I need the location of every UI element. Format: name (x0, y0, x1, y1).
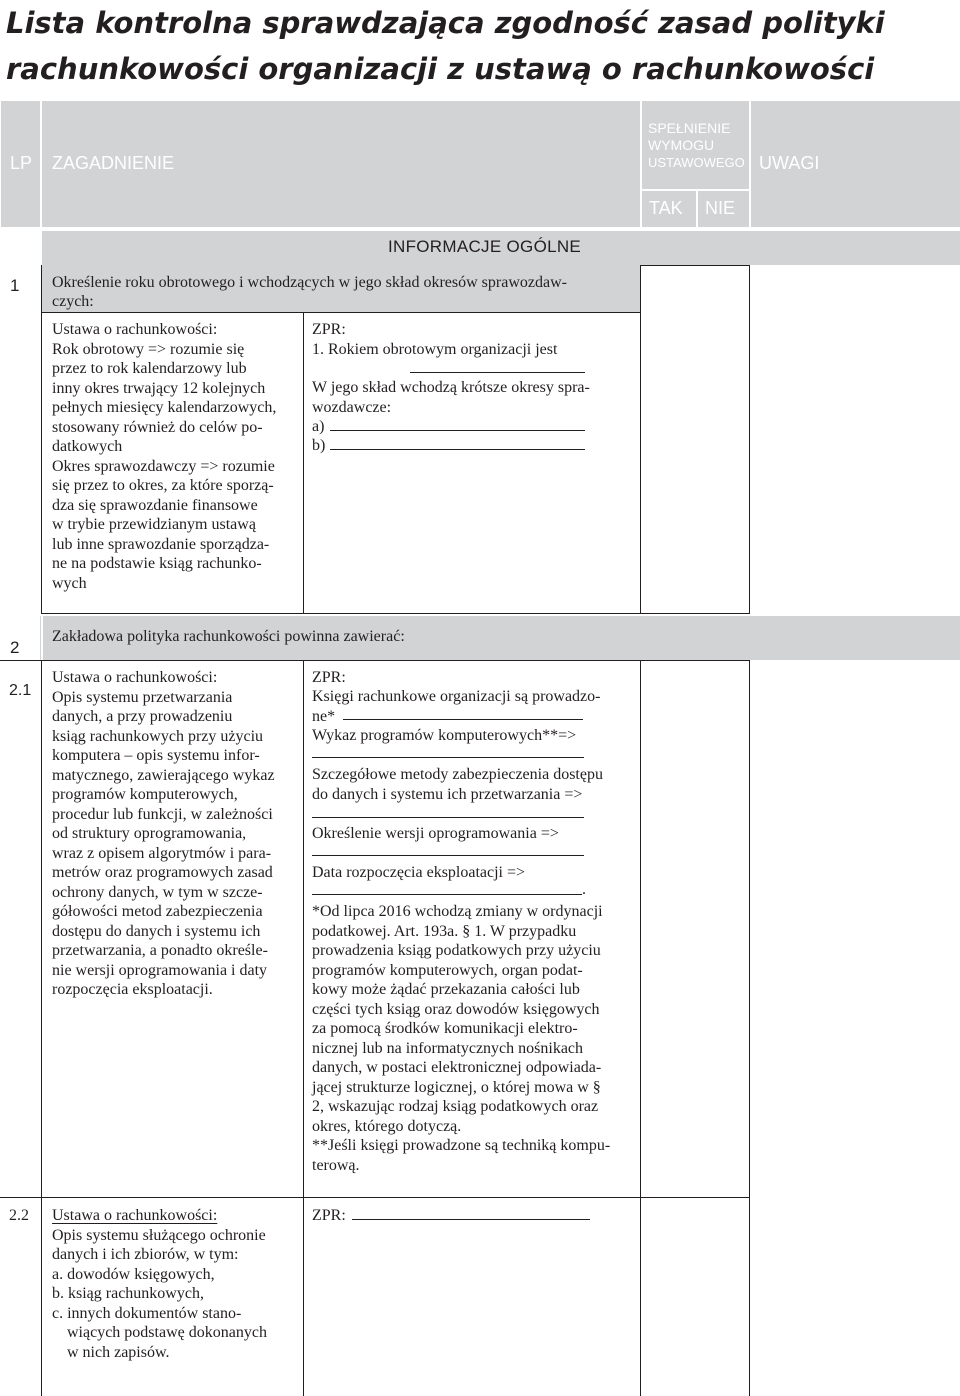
row1-law-line: w trybie przewidzianym ustawą (52, 516, 256, 533)
row21-note-line: **Jeśli księgi prowadzone są techniką kompu- (312, 1137, 611, 1154)
row22-law-line: b. ksiąg rachunkowych, (52, 1285, 204, 1302)
row1-law-line: pełnych miesięcy kalendarzowych, (52, 399, 277, 416)
row1-zpr-a: a) (312, 418, 325, 435)
row21-law-line: gółowości metod zabezpieczenia (52, 903, 263, 920)
row21-note-line: programów komputerowych, organ podat- (312, 961, 583, 979)
row1-law-line: wych (52, 574, 87, 592)
row22-zpr-answer (352, 1219, 590, 1220)
row22-law-line: Opis systemu służącego ochronie (52, 1226, 266, 1244)
header-uwagi: UWAGI (759, 153, 820, 173)
row21-law-line: przetwarzania, a ponadto określe- (52, 942, 268, 959)
row21-zpr-programs-answer (312, 757, 584, 758)
row21-zpr-programs: Wykaz programów komputerowych**=> (312, 727, 577, 744)
row1-zpr-year-line (410, 372, 585, 373)
row1-zpr-heading: ZPR: (312, 321, 346, 338)
row21-zpr-version-answer (312, 855, 584, 856)
row21-note-line: nicznej lub na informatycznych nośnikach (312, 1039, 584, 1057)
row1-law-line: inny okres trwający 12 kolejnych (52, 379, 266, 397)
row1-law-heading: Ustawa o rachunkowości: (52, 321, 218, 338)
row1-law-line: się przez to okres, za które sporzą- (52, 477, 274, 494)
row21-law-line: dostępu do danych i systemu ich (52, 922, 261, 940)
row1-zpr-periods (312, 378, 590, 417)
row1-zpr-a-line (330, 430, 585, 431)
row1-question (52, 273, 567, 311)
row21-note-line: za pomocą środków komunikacji elektro- (312, 1020, 578, 1037)
row22-law-line: a. dowodów księgowych, (52, 1265, 215, 1283)
row21-law-line: od struktury oprogramowania, (52, 825, 247, 842)
row22-zpr-heading: ZPR: (312, 1207, 346, 1224)
page-title-line-2: rachunkowości organizacji z ustawą o rachunkowości (6, 52, 875, 86)
header-spelnienie-line-2: WYMOGU (648, 137, 715, 153)
row21-law-line: ochrony danych, w tym w szcze- (52, 883, 263, 901)
row21-law-line: Opis systemu przetwarzania (52, 688, 233, 706)
row21-law-line: wraz z opisem algorytmów i para- (52, 844, 272, 862)
row22-number: 2.2 (9, 1207, 29, 1224)
row21-law-line: rozpoczęcia eksploatacji. (52, 981, 213, 998)
row21-zpr-security (312, 765, 603, 804)
header-spelnienie-line-1: SPEŁNIENIE (648, 120, 731, 136)
row1-zpr-periods-line: wozdawcze: (312, 398, 392, 416)
row21-zpr-security-answer (312, 817, 584, 818)
row22-law-heading: Ustawa o rachunkowości: (52, 1207, 218, 1224)
row21-zpr-books-line: ne* (312, 707, 336, 725)
row21-zpr-security-line: do danych i systemu ich przetwarzania => (312, 785, 583, 803)
row22-law (52, 1206, 267, 1362)
header-spelnienie-line-3: USTAWOWEGO (648, 155, 745, 170)
row22-law-line: danych i ich zbiorów, w tym: (52, 1246, 239, 1263)
row21-law-line: procedur lub funkcji, w zależności (52, 805, 273, 823)
row1-zpr-b-line (330, 449, 585, 450)
row21-law-line: programów komputerowych, (52, 786, 238, 803)
row21-note-line: *Od lipca 2016 wchodzą zmiany w ordynacji (312, 903, 603, 920)
row21-note-line: podatkowej. Art. 193a. § 1. W przypadku (312, 922, 577, 940)
row1-law-line: Rok obrotowy => rozumie się (52, 340, 245, 358)
page-title-line-1: Lista kontrolna sprawdzająca zgodność zasad polityki (6, 6, 885, 40)
row21-number: 2.1 (9, 682, 32, 699)
row21-note-line: kowy może żądać przekazania całości lub (312, 981, 580, 998)
row2-number-cell (0, 616, 40, 660)
header-nie: NIE (705, 198, 736, 218)
row21-zpr-books (312, 687, 600, 726)
row1-question-line: Określenie roku obrotowego i wchodzących w jego skład okresów sprawozdaw- (52, 274, 567, 291)
row21-zpr-date-dot: . (582, 881, 586, 898)
row21-zpr-date: Data rozpoczęcia eksploatacji => (312, 864, 526, 881)
row1-law (52, 320, 276, 593)
header-spelnienie (648, 120, 745, 171)
row1-law-line: stosowany również do celów po- (52, 418, 263, 436)
row1-law-line: przez to rok kalendarzowy lub (52, 360, 247, 377)
row21-law-line: ksiąg rachunkowych przy użyciu (52, 727, 264, 745)
row1-law-line: datkowych (52, 438, 123, 455)
row21-law (52, 668, 275, 1000)
row21-note-line: danych, w postaci elektronicznej odpowiada- (312, 1059, 602, 1076)
row1-law-line: ne na podstawie ksiąg rachunko- (52, 555, 262, 572)
row1-zpr-b: b) (312, 437, 326, 454)
row1-zpr-year: 1. Rokiem obrotowym organizacji jest (312, 341, 558, 358)
row1-uwagi-cell (640, 265, 750, 614)
row21-zpr-heading: ZPR: (312, 669, 346, 686)
row1-law-line: dza się sprawozdanie finansowe (52, 496, 258, 514)
row21-note-line: okres, którego dotyczą. (312, 1117, 462, 1135)
row21-zpr-date-answer (312, 894, 582, 895)
row21-law-line: nie wersji oprogramowania i daty (52, 961, 268, 979)
row21-note-line: części tych ksiąg oraz dowodów księgowych (312, 1000, 600, 1018)
row22-law-line: c. innych dokumentów stano- (52, 1304, 242, 1322)
row22-law-line: w nich zapisów. (67, 1343, 170, 1361)
row1-law-line: Okres sprawozdawczy => rozumie (52, 457, 275, 475)
section-title: INFORMACJE OGÓLNE (388, 237, 582, 256)
row1-number-cell (0, 265, 40, 613)
row21-note-line: terową. (312, 1156, 360, 1174)
row21-zpr-security-line: Szczegółowe metody zabezpieczenia dostępu (312, 766, 603, 783)
header-tak: TAK (649, 198, 683, 218)
row21-law-line: metrów oraz programowych zasad (52, 864, 273, 881)
row21-law-line: danych, a przy prowadzeniu (52, 708, 233, 725)
row1-number: 1 (10, 276, 20, 295)
row21-note-line: 2, wskazując rodzaj ksiąg podatkowych oraz (312, 1098, 599, 1115)
row21-law-heading: Ustawa o rachunkowości: (52, 669, 218, 686)
row21-zpr-books-answer (343, 719, 583, 720)
page-title (6, 0, 956, 92)
row21-note-line: jącej strukturze logicznej, o której mowa w § (312, 1078, 601, 1096)
row1-question-line: czych: (52, 293, 94, 310)
row21-law-line: komputera – opis systemu infor- (52, 747, 260, 764)
row21-zpr-version: Określenie wersji oprogramowania => (312, 825, 559, 842)
row21-note (312, 902, 610, 1175)
row2-number: 2 (10, 638, 20, 657)
row1-zpr-periods-line: W jego skład wchodzą krótsze okresy spra- (312, 379, 590, 396)
header-lp: LP (10, 153, 33, 173)
row21-law-line: matycznego, zawierającego wykaz (52, 766, 275, 784)
row2-question: Zakładowa polityka rachunkowości powinna zawierać: (52, 628, 405, 645)
header-zagadnienie: ZAGADNIENIE (52, 153, 175, 173)
row21-note-line: prowadzenia ksiąg podatkowych przy użyciu (312, 942, 601, 959)
row21-zpr-books-line: Księgi rachunkowe organizacji są prowadzo- (312, 688, 601, 705)
row22-law-line: wiących podstawę dokonanych (67, 1324, 267, 1341)
row1-law-line: lub inne sprawozdanie sporządza- (52, 535, 270, 553)
